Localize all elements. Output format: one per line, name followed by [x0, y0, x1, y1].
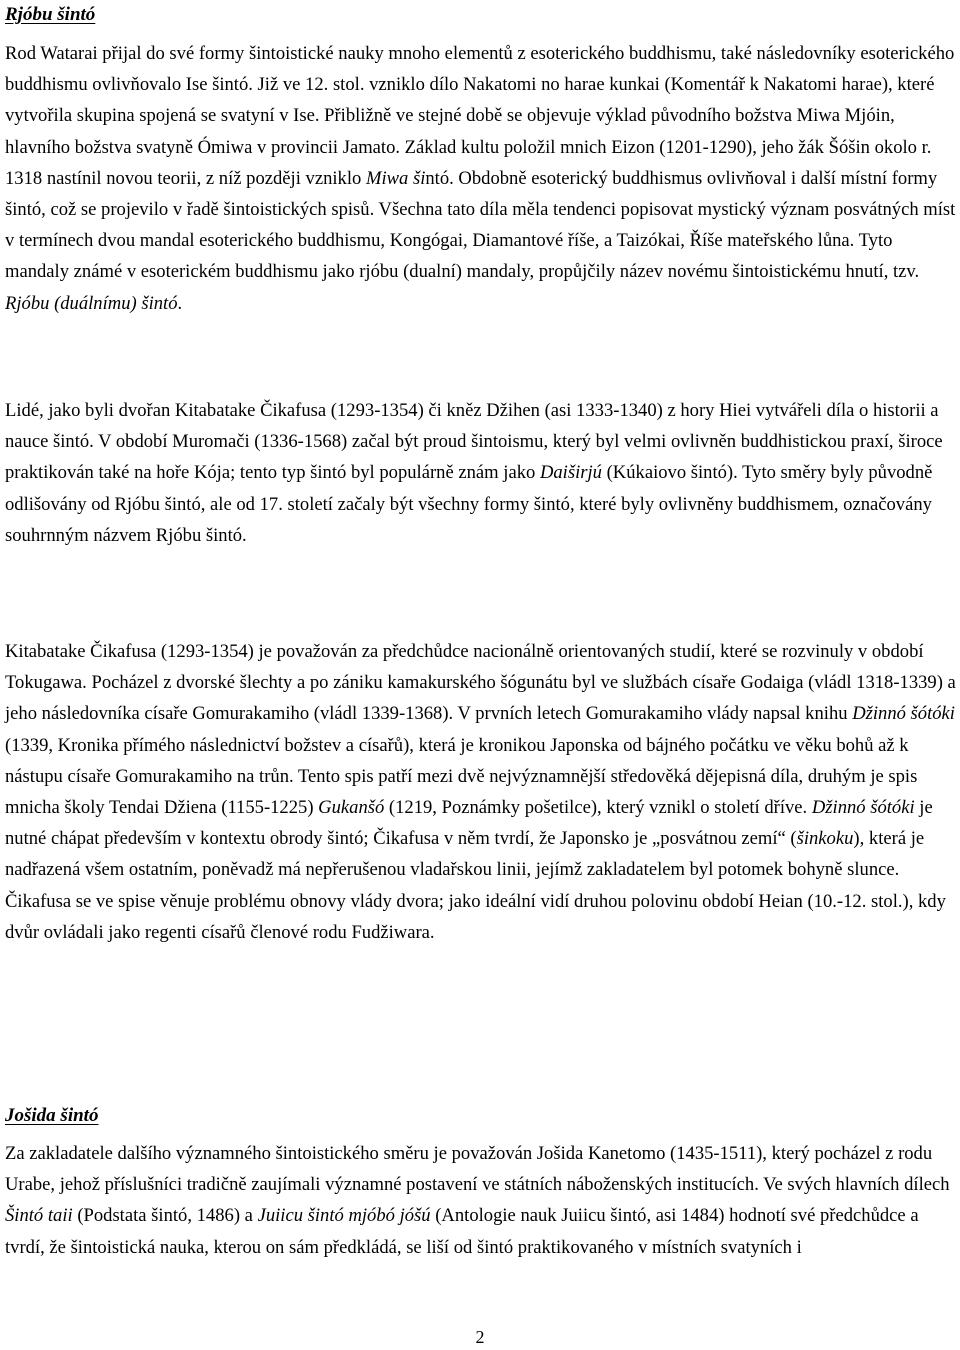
section-heading: Jošida šintó [5, 1105, 99, 1126]
paragraph-2 [5, 395, 957, 551]
text-run: Za zakladatele dalšího významného šintoistického směru je považován Jošida Kanetomo (1435-1511), který pocházel z rodu Urabe, jehož příslušníci tradičně zaujímali významné postavení ve státních náboženských institucích. Ve svých hlavních dílech [5, 1143, 950, 1196]
text-run: Kitabatake Čikafusa (1293-1354) je považován za předchůdce nacionálně orientovaných studií, které se rozvinuly v období Tokugawa. Pocházel z dvorské šlechty a po zániku kamakurského šógunátu byl ve službách císaře Godaiga (vládl 1318-1339) a jeho následovníka císaře Gomurakamiho (vládl 1339-1368). V prvních letech Gomurakamiho vlády napsal knihu [5, 641, 956, 725]
section-josida [5, 1103, 957, 1129]
text-run: Lidé, jako byli dvořan Kitabatake Čikafusa (1293-1354) či kněz Džihen (asi 1333-1340) z hory Hiei vytvářeli díla o historii a nauce šintó. V období Muromači (1336-1568) začal být proud šintoismu, který byl velmi ovlivněn buddhistickou praxí, široce praktikován také na hoře Kója; tento typ šintó byl populárně znám jako [5, 400, 943, 484]
italic-text: Rjóbu (duálnímu) šintó [5, 292, 178, 314]
text-run: ), která je nadřazená všem ostatním, poněvadž má nepřerušenou vladařskou linii, jejímž zakladatelem byl potomek bohyně slunce. Čikafusa se ve spise věnuje problému obnovy vlády dvora; jako ideální vidí druhou polovinu období Heian (10.-12. stol.), kdy dvůr ovládali jako regenti císařů členové rodu Fudžiwara. [5, 828, 946, 943]
section-heading: Rjóbu šintó [5, 4, 96, 25]
text-run: . [177, 292, 183, 314]
body-paragraph [5, 395, 957, 551]
italic-text: Miwa ši [365, 167, 426, 189]
text-run: (Podstata šintó, 1486) a [72, 1205, 258, 1227]
text-run: Rod Watarai přijal do své formy šintoistické nauky mnoho elementů z esoterického buddhismu, také následovníky esoterického buddhismu ovlivňovalo Ise šintó. Již ve 12. stol. vzniklo dílo Nakatomi no harae kunkai (Komentář k Nakatomi harae), které vytvořila skupina spojená se svatyní v Ise. Přibližně ve stejné době se objevuje výklad původního božstva Miwa Mjóin, hlavního božstva svatyně Ómiwa v provincii Jamato. Základ kultu položil mnich Eizon (1201-1290), jeho žák Šóšin okolo r. 1318 nastínil novou teorii, z níž později vzniklo [5, 43, 955, 189]
italic-text: Gukanšó [318, 797, 385, 819]
text-run: (1219, Poznámky pošetilce), který vznikl o století dříve. [384, 797, 812, 819]
paragraph-4 [5, 1138, 957, 1263]
text-run: (1339, Kronika přímého následnictví božstev a císařů), která je kronikou Japonska od bájného počátku ve věku bohů až k nástupu císaře Gomurakamiho na trůn. Tento spis patří mezi dvě nejvýznamnější středověká dějepisná díla, druhým je spis mnicha školy Tendai Džiena (1155-1225) [5, 734, 918, 819]
body-paragraph [5, 636, 957, 948]
italic-text: Džinnó šótóki [811, 797, 915, 819]
italic-text: Džinnó šótóki [852, 703, 955, 725]
page-number: 2 [475, 1327, 485, 1347]
body-paragraph [5, 1138, 957, 1263]
italic-text: šinkoku [796, 828, 854, 850]
text-run: (Kúkaiovo šintó). Tyto směry byly původně odlišovány od Rjóbu šintó, ale od 17. století začaly být všechny formy šintó, které byly ovlivněny buddhismem, označovány souhrnným názvem Rjóbu šintó. [5, 462, 933, 546]
section-rjobu [5, 2, 957, 28]
text-run: (Antologie nauk Juiicu šintó, asi 1484) hodnotí své předchůdce a tvrdí, že šintoistická nauka, kterou on sám předkládá, se liší od šintó praktikovaného v místních svatyních i [5, 1205, 919, 1258]
italic-text: Daiširjú [539, 462, 602, 484]
body-paragraph [5, 38, 957, 319]
text-run: ntó. Obdobně esoterický buddhismus ovlivňoval i další místní formy šintó, což se projevilo v řadě šintoistických spisů. Všechna tato díla měla tendenci popisovat mystický význam posvátných míst v termínech dvou mandal esoterického buddhismu, Kongógai, Diamantové říše, a Taizókai, Říše mateřského lůna. Tyto mandaly známé v esoterickém buddhismu jako rjóbu (dualní) mandaly, propůjčily název novému šintoistickému hnutí, tzv. [5, 167, 956, 283]
italic-text: Juiicu šintó mjóbó jóšú [257, 1205, 431, 1227]
italic-text: Šintó taii [5, 1205, 73, 1227]
text-run: je nutné chápat především v kontextu obrody šintó; Čikafusa v něm tvrdí, že Japonsko je „posvátnou zemí“ ( [5, 797, 933, 850]
paragraph-3 [5, 636, 957, 948]
paragraph-1 [5, 38, 957, 319]
